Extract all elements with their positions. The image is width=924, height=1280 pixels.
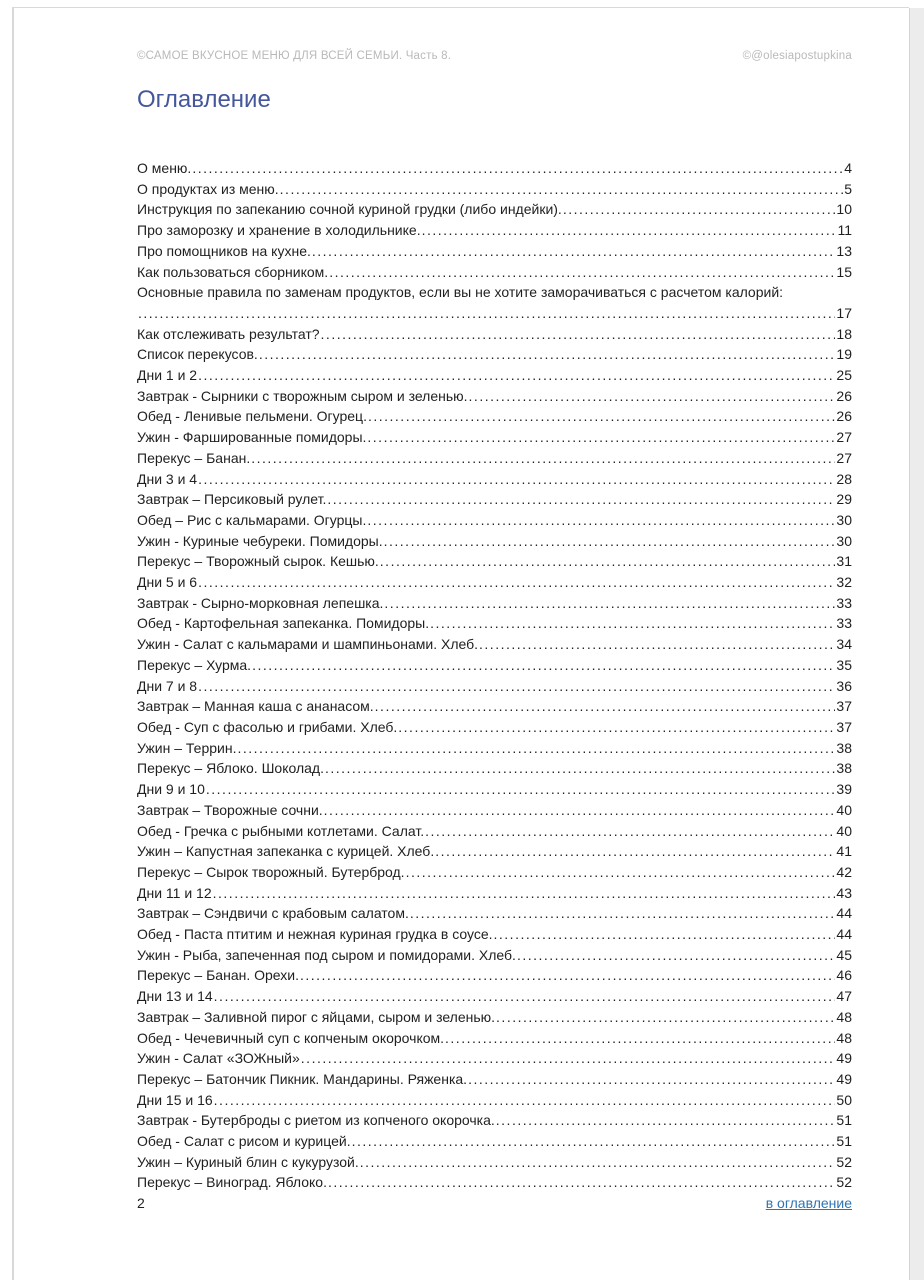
toc-entry-label: Дни 11 и 12	[137, 884, 212, 901]
toc-entry[interactable]	[137, 179, 852, 200]
toc-entry[interactable]	[137, 800, 852, 821]
dot-leader	[206, 779, 836, 800]
toc-entry-label: Перекус – Яблоко. Шоколад.	[137, 760, 324, 777]
toc-page-number: 15	[836, 263, 852, 280]
toc-entry-label: Перекус – Батончик Пикник. Мандарины. Ряженка.	[137, 1070, 468, 1087]
header-author-handle: ©@olesiapostupkina	[742, 50, 852, 62]
toc-entry-label: Завтрак – Заливной пирог с яйцами, сыром и зеленью.	[137, 1008, 496, 1025]
toc-page-number: 32	[836, 574, 852, 591]
toc-entry-label: Список перекусов.	[137, 346, 258, 363]
toc-page-number: 26	[836, 387, 852, 404]
dot-leader	[469, 386, 836, 407]
dot-leader	[479, 634, 835, 655]
toc-page-number: 48	[836, 1008, 852, 1025]
toc-entry-label: Ужин - Куриные чебуреки. Помидоры.	[137, 532, 383, 549]
toc-page-number: 41	[836, 843, 852, 860]
page-title: Оглавление	[137, 86, 271, 113]
toc-entry-label: Ужин – Террин.	[137, 739, 237, 756]
dot-leader	[324, 800, 836, 821]
toc-entry-label: Завтрак - Бутерброды с риетом из копченого окорочка.	[137, 1112, 495, 1129]
toc-entry-label: Обед - Чечевичный суп с копченым окорочком.	[137, 1029, 445, 1046]
toc-entry[interactable]	[137, 1110, 852, 1131]
page-header	[137, 50, 852, 62]
dot-leader	[360, 1152, 836, 1173]
toc-entry[interactable]	[137, 593, 852, 614]
dot-leader	[198, 365, 835, 386]
toc-entry-label: О меню.	[137, 160, 192, 176]
toc-page-number: 46	[836, 967, 852, 984]
toc-entry[interactable]	[137, 862, 852, 883]
toc-entry[interactable]	[137, 303, 852, 324]
toc-entry[interactable]	[137, 1069, 852, 1090]
toc-entry[interactable]	[137, 655, 852, 676]
toc-entry[interactable]	[137, 1172, 852, 1193]
dot-leader	[445, 1028, 835, 1049]
toc-page-number: 30	[836, 532, 852, 549]
toc-page-number: 45	[836, 946, 852, 963]
toc-entry-label: Про заморозку и хранение в холодильнике.	[137, 222, 421, 239]
back-to-toc-link[interactable]: в оглавление	[765, 1195, 852, 1212]
toc-page-number: 34	[836, 636, 852, 653]
dot-leader	[406, 862, 836, 883]
toc-entry-label: Перекус – Творожный сырок. Кешью.	[137, 553, 379, 570]
dot-leader	[214, 1090, 836, 1111]
dot-leader	[368, 406, 835, 427]
toc-page-number: 18	[836, 325, 852, 342]
toc-entry[interactable]	[137, 262, 852, 283]
toc-entry[interactable]	[137, 324, 852, 345]
toc-entry-label: Обед – Рис с кальмарами. Огурцы.	[137, 511, 367, 528]
toc-entry[interactable]	[137, 1131, 852, 1152]
toc-entry[interactable]	[137, 158, 852, 179]
dot-leader	[301, 1048, 836, 1069]
toc-page-number: 48	[836, 1029, 852, 1046]
toc-entry-label: Перекус – Виноград. Яблоко.	[137, 1174, 327, 1191]
toc-page-number: 44	[836, 926, 852, 943]
toc-entry-label: Завтрак – Творожные сочни.	[137, 801, 323, 818]
dot-leader	[367, 427, 835, 448]
toc-entry[interactable]	[137, 489, 852, 510]
dot-leader	[494, 924, 836, 945]
dot-leader	[468, 1069, 835, 1090]
toc-entry-label: Перекус – Банан.	[137, 449, 251, 466]
toc-page-number: 49	[836, 1050, 852, 1067]
toc-entry-label: Ужин – Куриный блин с кукурузой.	[137, 1153, 359, 1170]
toc-entry[interactable]	[137, 1090, 852, 1111]
toc-page-number: 37	[836, 698, 852, 715]
dot-leader	[300, 965, 835, 986]
toc-page-number: 51	[836, 1112, 852, 1129]
toc-entry-label: Завтрак – Манная каша с ананасом.	[137, 698, 374, 715]
toc-page-number: 27	[836, 429, 852, 446]
dot-leader	[384, 531, 836, 552]
toc-entry[interactable]	[137, 551, 852, 572]
toc-entry-label: Перекус – Сырок творожный. Бутерброд.	[137, 863, 405, 880]
toc-entry[interactable]	[137, 220, 852, 241]
toc-entry-label: Как пользоваться сборником.	[137, 263, 329, 280]
toc-page-number: 19	[836, 346, 852, 363]
toc-page-number: 47	[836, 988, 852, 1005]
toc-page-number: 11	[837, 222, 852, 239]
dot-leader	[327, 489, 835, 510]
toc-entry[interactable]	[137, 841, 852, 862]
toc-entry-label: Обед - Ленивые пельмени. Огурец.	[137, 408, 367, 425]
toc-entry-label: Инструкция по запеканию сочной куриной грудки (либо индейки).	[137, 201, 562, 218]
toc-page-number: 27	[836, 449, 852, 466]
toc-page-number: 28	[836, 470, 852, 487]
dot-leader	[214, 986, 836, 1007]
toc-page-number: 38	[836, 739, 852, 756]
toc-page-number: 40	[836, 801, 852, 818]
toc-entry[interactable]	[137, 241, 852, 262]
toc-entry-label: Дни 3 и 4	[137, 470, 198, 487]
dot-leader	[517, 945, 835, 966]
toc-page-number: 35	[836, 656, 852, 673]
toc-page-number: 4	[844, 160, 852, 176]
toc-page-number: 13	[836, 242, 852, 259]
toc-page-number: 36	[836, 677, 852, 694]
toc-entry[interactable]	[137, 986, 852, 1007]
toc-page-number: 5	[844, 180, 852, 197]
toc-entry[interactable]	[137, 717, 852, 738]
toc-page-number: 25	[836, 367, 852, 384]
dot-leader	[422, 220, 837, 241]
toc-entry-label: Дни 9 и 10	[137, 781, 205, 798]
toc-entry-label: Обед - Суп с фасолью и грибами. Хлеб.	[137, 718, 398, 735]
toc-page-number: 33	[836, 594, 852, 611]
toc-entry[interactable]	[137, 1048, 852, 1069]
table-of-contents	[137, 158, 852, 1193]
toc-entry[interactable]	[137, 1028, 852, 1049]
toc-page-number: 50	[836, 1091, 852, 1108]
toc-entry[interactable]	[137, 427, 852, 448]
toc-entry[interactable]	[137, 634, 852, 655]
toc-page-number: 30	[836, 511, 852, 528]
toc-entry-label: Дни 1 и 2	[137, 367, 198, 384]
toc-entry[interactable]	[137, 1152, 852, 1173]
toc-page-number: 38	[836, 760, 852, 777]
toc-entry-label: Завтрак - Сырники с творожным сыром и зеленью.	[137, 387, 468, 404]
dot-leader	[329, 262, 835, 283]
toc-entry[interactable]	[137, 406, 852, 427]
dot-leader	[325, 758, 835, 779]
toc-page-number: 43	[836, 884, 852, 901]
toc-entry-label: Ужин - Салат с кальмарами и шампиньонами. Хлеб.	[137, 636, 479, 653]
toc-entry[interactable]	[137, 572, 852, 593]
toc-page-number: 29	[836, 491, 852, 508]
toc-entry[interactable]	[137, 821, 852, 842]
toc-page-number: 17	[836, 304, 852, 321]
toc-entry[interactable]	[137, 469, 852, 490]
toc-entry[interactable]	[137, 613, 852, 634]
toc-entry-label: Завтрак – Персиковый рулет.	[137, 491, 327, 508]
toc-entry[interactable]	[137, 779, 852, 800]
toc-entry-label: Ужин - Рыба, запеченная под сыром и помидорами. Хлеб.	[137, 946, 516, 963]
toc-entry-label: Обед - Паста птитим и нежная куриная грудка в соусе.	[137, 926, 493, 943]
toc-entry-label: Основные правила по заменам продуктов, если вы не хотите заморачиваться с расчетом калорий:	[137, 284, 784, 301]
toc-entry[interactable]	[137, 883, 852, 904]
toc-entry[interactable]	[137, 199, 852, 220]
toc-page-number: 31	[836, 553, 852, 570]
toc-entry[interactable]	[137, 738, 852, 759]
toc-entry[interactable]	[137, 696, 852, 717]
dot-leader	[252, 655, 835, 676]
toc-entry[interactable]	[137, 1007, 852, 1028]
toc-page-number: 44	[836, 905, 852, 922]
dot-leader	[435, 841, 835, 862]
toc-page-number: 49	[836, 1070, 852, 1087]
dot-leader	[563, 199, 836, 220]
toc-entry[interactable]	[137, 282, 852, 303]
toc-page-number: 40	[836, 822, 852, 839]
dot-leader	[430, 613, 835, 634]
toc-entry-label: Дни 15 и 16	[137, 1091, 213, 1108]
dot-leader	[251, 448, 835, 469]
toc-entry-label: Как отслеживать результат?	[137, 325, 320, 342]
toc-entry-label: Перекус – Банан. Орехи.	[137, 967, 299, 984]
toc-entry-label: Обед - Салат с рисом и курицей.	[137, 1133, 351, 1150]
toc-entry[interactable]	[137, 945, 852, 966]
toc-page-number: 10	[836, 201, 852, 218]
toc-entry-label: Завтрак - Сырно-морковная лепешка.	[137, 594, 384, 611]
toc-entry-label: Дни 13 и 14	[137, 988, 213, 1005]
toc-entry[interactable]	[137, 448, 852, 469]
dot-leader	[312, 241, 836, 262]
toc-entry[interactable]	[137, 965, 852, 986]
toc-entry-label: О продуктах из меню.	[137, 180, 279, 197]
dot-leader	[138, 303, 835, 324]
dot-leader	[410, 903, 836, 924]
dot-leader	[259, 344, 836, 365]
toc-entry[interactable]	[137, 676, 852, 697]
header-copyright: ©САМОЕ ВКУСНОЕ МЕНЮ ДЛЯ ВСЕЙ СЕМЬИ. Часть 8.	[137, 50, 452, 62]
dot-leader	[352, 1131, 836, 1152]
dot-leader	[198, 469, 835, 490]
dot-leader	[380, 551, 836, 572]
toc-entry-label: Ужин - Фаршированные помидоры.	[137, 429, 367, 446]
toc-entry-label: Перекус – Хурма.	[137, 656, 252, 673]
toc-entry-label: Обед - Картофельная запеканка. Помидоры.	[137, 615, 430, 632]
toc-entry[interactable]	[137, 531, 852, 552]
toc-entry[interactable]	[137, 903, 852, 924]
dot-leader	[398, 717, 835, 738]
toc-entry-label: Обед - Гречка с рыбными котлетами. Салат.	[137, 822, 425, 839]
dot-leader	[384, 593, 835, 614]
dot-leader	[192, 158, 843, 179]
toc-page-number: 42	[836, 863, 852, 880]
toc-page-number: 37	[836, 718, 852, 735]
dot-leader	[496, 1007, 835, 1028]
dot-leader	[496, 1110, 836, 1131]
toc-entry[interactable]	[137, 365, 852, 386]
toc-entry[interactable]	[137, 386, 852, 407]
dot-leader	[425, 821, 835, 842]
dot-leader	[280, 179, 844, 200]
viewer-gutter	[909, 8, 924, 1280]
dot-leader	[367, 510, 835, 531]
toc-page-number: 51	[836, 1133, 852, 1150]
toc-page-number: 52	[836, 1153, 852, 1170]
dot-leader	[198, 676, 835, 697]
dot-leader	[213, 883, 836, 904]
toc-page-number: 33	[836, 615, 852, 632]
page-number: 2	[137, 1195, 145, 1212]
toc-entry-label: Дни 7 и 8	[137, 677, 198, 694]
page-footer	[137, 1195, 852, 1211]
dot-leader	[375, 696, 836, 717]
dot-leader	[321, 324, 836, 345]
toc-entry[interactable]	[137, 510, 852, 531]
dot-leader	[198, 572, 835, 593]
toc-entry-label: Дни 5 и 6	[137, 574, 198, 591]
document-page	[14, 8, 909, 1280]
toc-entry-label: Завтрак – Сэндвичи с крабовым салатом.	[137, 905, 409, 922]
toc-entry-label: Ужин - Салат «ЗОЖный»	[137, 1050, 300, 1067]
toc-entry-label: Про помощников на кухне.	[137, 242, 311, 259]
toc-page-number: 26	[836, 408, 852, 425]
toc-entry-label: Ужин – Капустная запеканка с курицей. Хлеб.	[137, 843, 435, 860]
toc-entry[interactable]	[137, 924, 852, 945]
toc-page-number: 39	[836, 781, 852, 798]
toc-page-number: 52	[836, 1174, 852, 1191]
dot-leader	[328, 1172, 835, 1193]
toc-entry[interactable]	[137, 344, 852, 365]
dot-leader	[237, 738, 835, 759]
toc-entry[interactable]	[137, 758, 852, 779]
